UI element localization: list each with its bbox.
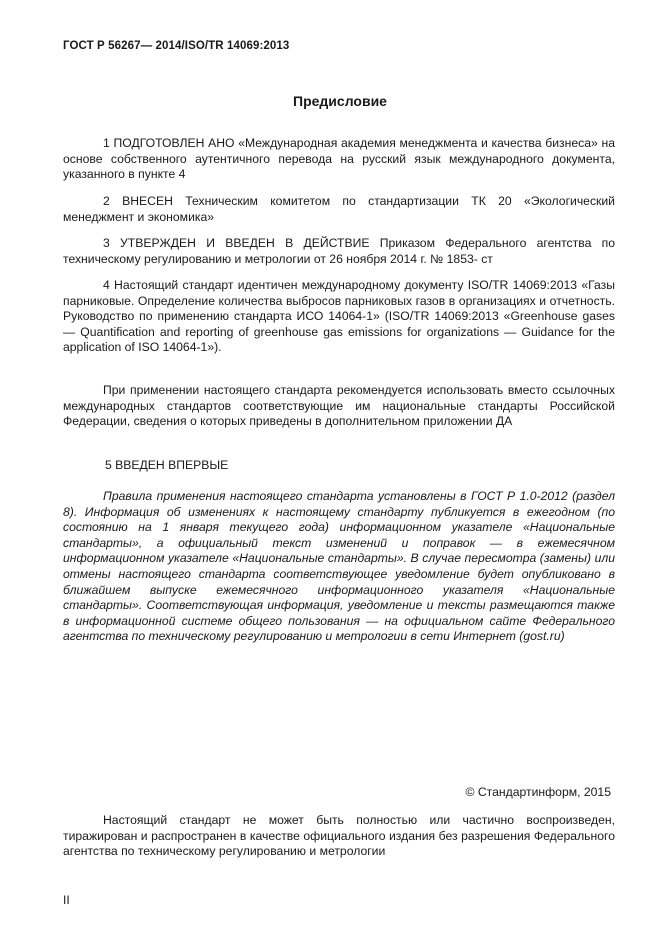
page-title: Предисловие: [293, 93, 387, 109]
document-header: ГОСТ Р 56267— 2014/ISO/TR 14069:2013: [63, 40, 290, 52]
paragraph-identical-standard: 4 Настоящий стандарт идентичен международному документу ISO/TR 14069:2013 «Газы парниковые. Определение количества выбросов парниковых газов в организациях и отчетность. Руководство по применению стандарта ИСО 14064-1» (ISO/TR 14069:2013 «Greenhouse gases — Quantification and reporting of greenhouse gas emissions for organizations — Guidance for the application of ISO 14064-1»).: [63, 278, 615, 355]
paragraph-prepared-by: 1 ПОДГОТОВЛЕН АНО «Международная академия менеджмента и качества бизнеса» на основе собственного аутентичного перевода на русский язык международного документа, указанного в пункте 4: [63, 136, 615, 182]
paragraph-first-introduced: 5 ВВЕДЕН ВПЕРВЫЕ: [105, 458, 229, 472]
paragraph-submitted-by: 2 ВНЕСЕН Техническим комитетом по стандартизации ТК 20 «Экологический менеджмент и экономика»: [63, 194, 615, 224]
paragraph-reference-standards: При применении настоящего стандарта рекомендуется использовать вместо ссылочных международных стандартов соответствующие им национальные стандарты Российской Федерации, сведения о которых приведены в дополнительном приложении ДА: [63, 383, 615, 429]
page-number: II: [63, 893, 70, 907]
paragraph-reproduction-notice: Настоящий стандарт не может быть полностью или частично воспроизведен, тиражирован и распространен в качестве официального издания без разрешения Федерального агентства по техническому регулированию и метрологии: [63, 813, 615, 859]
paragraph-approved: 3 УТВЕРЖДЕН И ВВЕДЕН В ДЕЙСТВИЕ Приказом Федерального агентства по техническому регулированию и метрологии от 26 ноября 2014 г. № 1853- ст: [63, 236, 615, 266]
paragraph-application-rules: Правила применения настоящего стандарта установлены в ГОСТ Р 1.0-2012 (раздел 8). Информация об изменениях к настоящему стандарту публикуется в ежегодном (по состоянию на 1 января текущего года) информационном указателе «Национальные стандарты», а официальный текст изменений и поправок — в ежемесячном информационном указателе «Национальные стандарты». В случае пересмотра (замены) или отмены настоящего стандарта соответствующее уведомление будет опубликовано в ближайшем выпуске ежемесячного информационного указателя «Национальные стандарты». Соответствующая информация, уведомление и тексты размещаются также в информационной системе общего пользования — на официальном сайте Федерального агентства по техническому регулированию и метрологии в сети Интернет (gost.ru): [63, 489, 615, 644]
copyright-notice: © Стандартинформ, 2015: [465, 785, 611, 799]
